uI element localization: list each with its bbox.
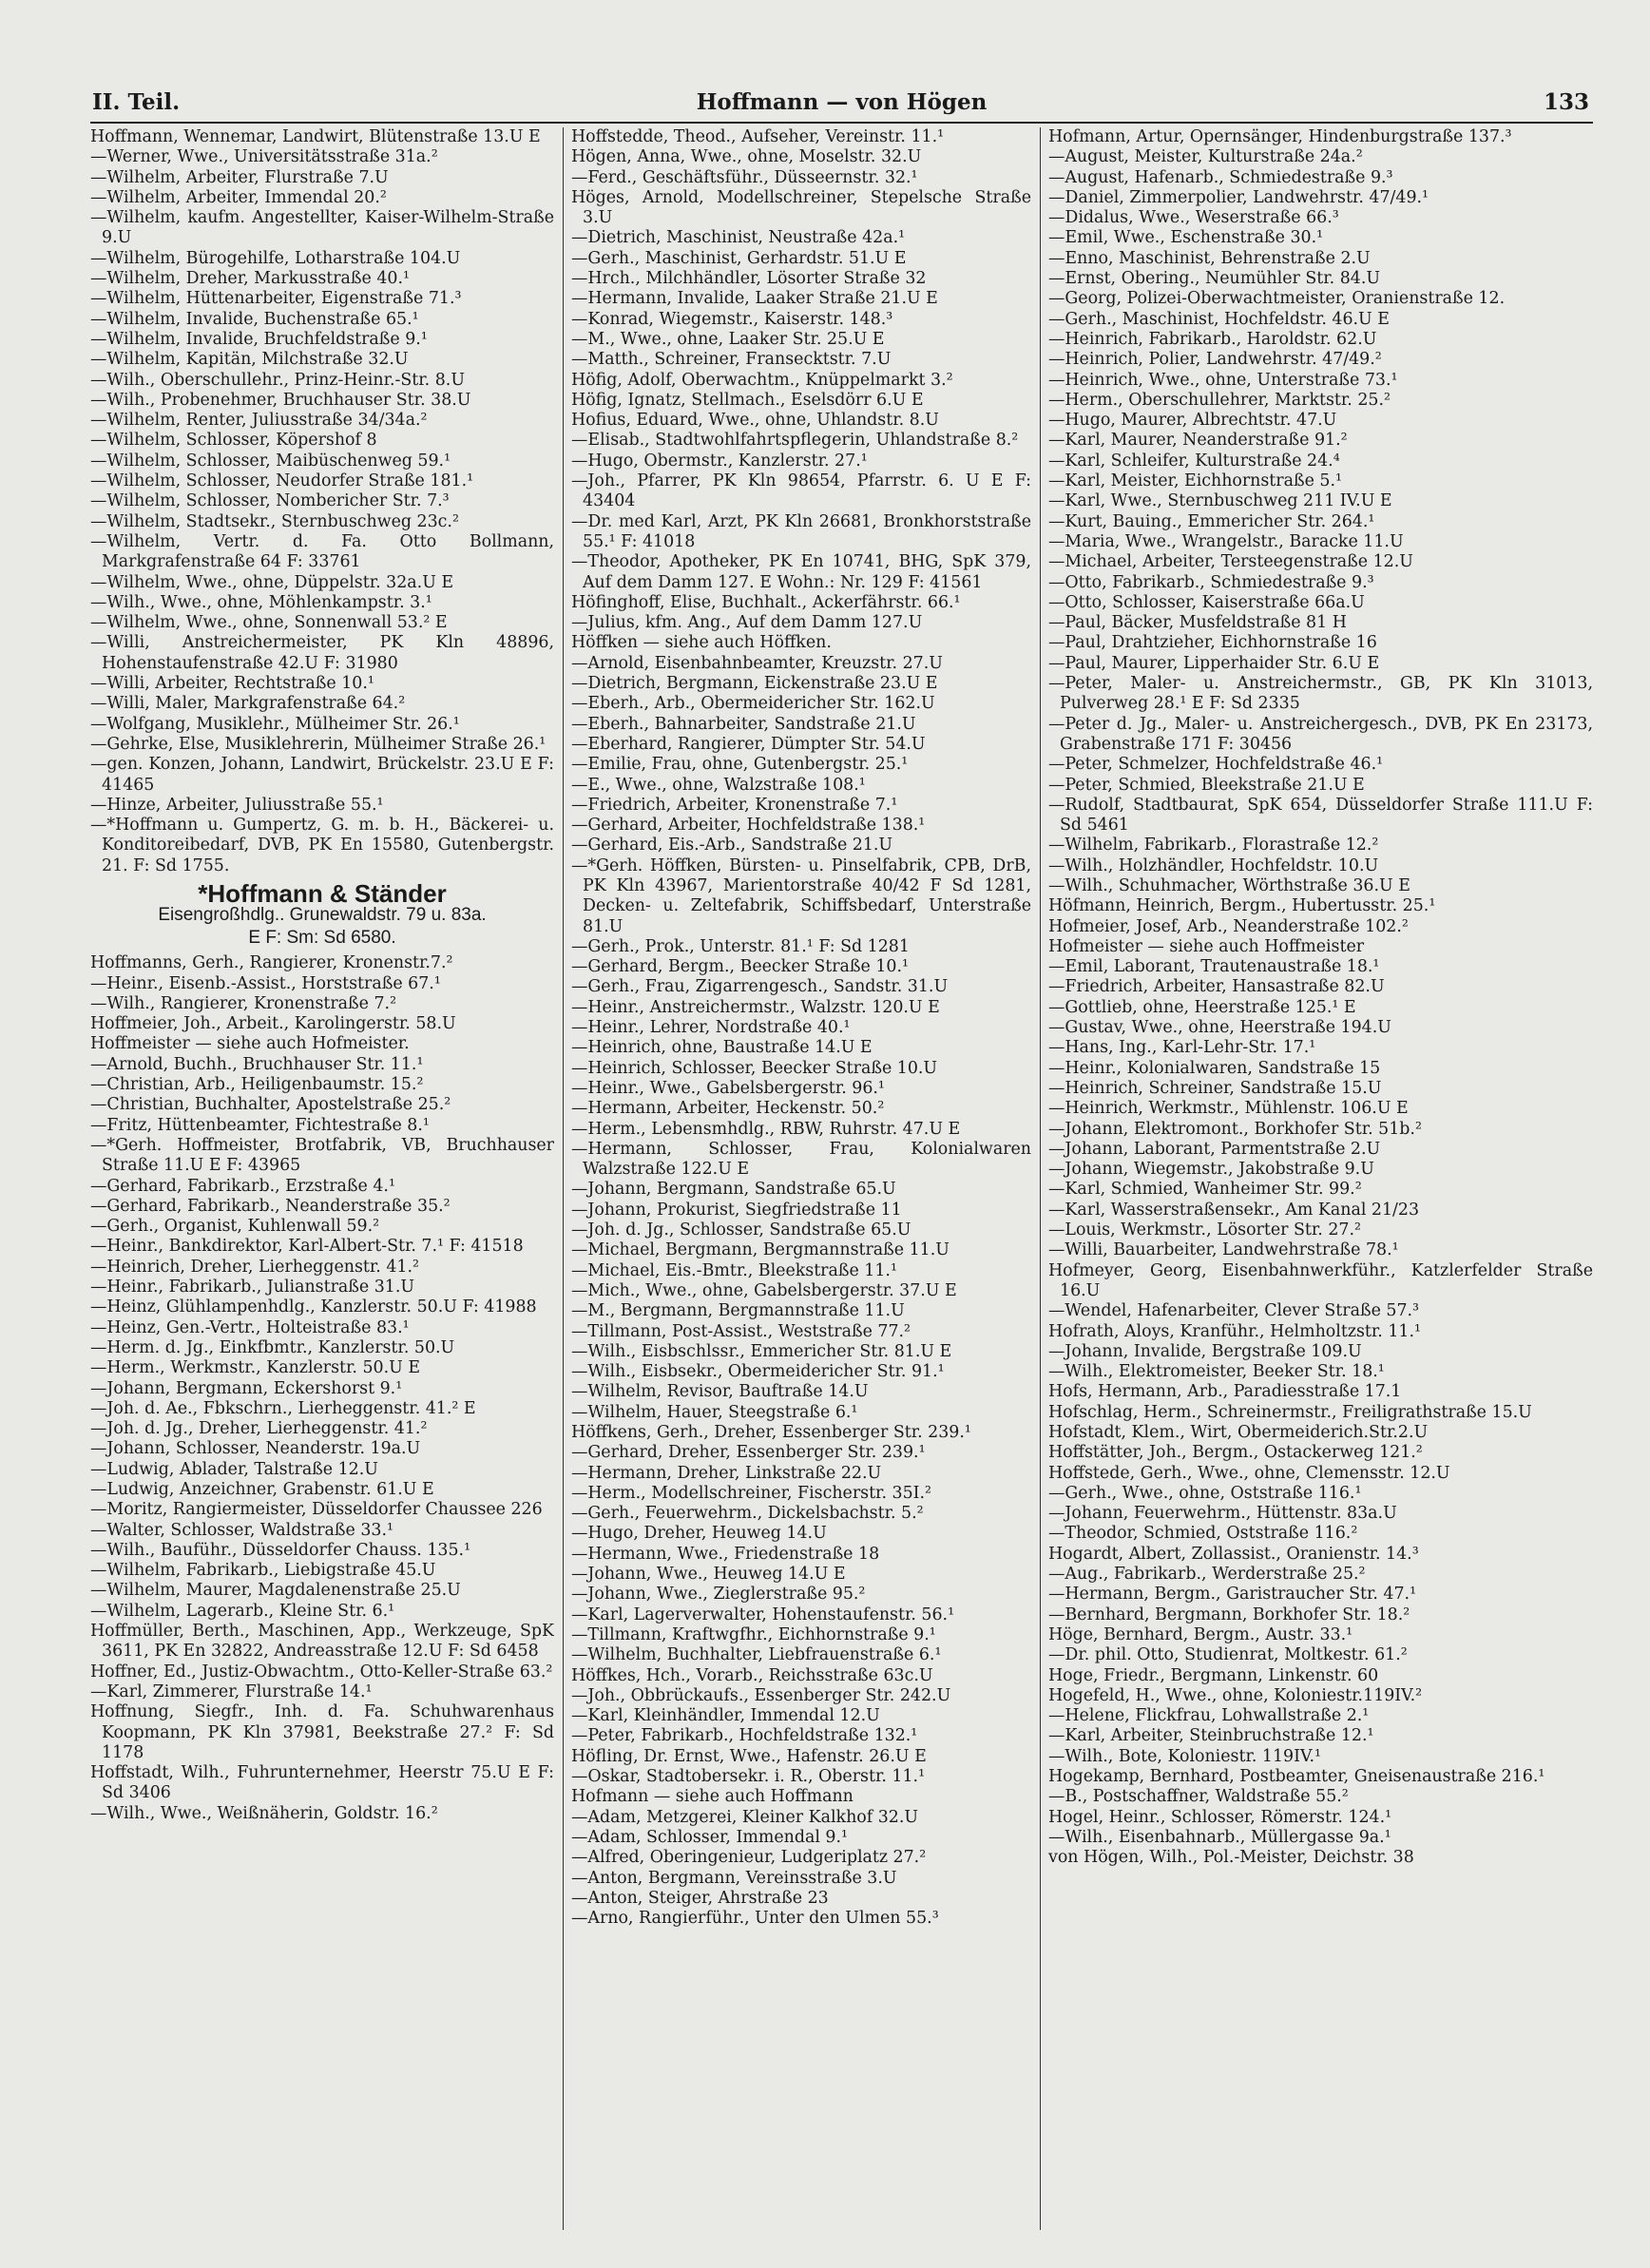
directory-entry: Hoffstadt, Wilh., Fuhrunternehmer, Heerstr 75.U E F: Sd 3406 — [90, 1763, 554, 1803]
directory-entry: —Adam, Metzgerei, Kleiner Kalkhof 32.U — [571, 1807, 919, 1827]
directory-entry: Höge, Bernhard, Bergm., Austr. 33.¹ — [1048, 1624, 1353, 1644]
directory-entry: Hofmann — siehe auch Hoffmann — [571, 1787, 854, 1807]
directory-entry: —Dr. med Karl, Arzt, PK Kln 26681, Bronkhorststraße 55.¹ F: 41018 — [571, 511, 1031, 551]
directory-entry: —Enno, Maschinist, Behrenstraße 2.U — [1048, 248, 1371, 268]
directory-entry: —Heinrich, Polier, Landwehrstr. 47/49.² — [1048, 350, 1382, 370]
directory-entry: —Heinr., Kolonialwaren, Sandstraße 15 — [1048, 1058, 1381, 1078]
directory-entry: Höfinghoff, Elise, Buchhalt., Ackerfährstr. 66.¹ — [571, 592, 961, 612]
directory-entry: Höfling, Dr. Ernst, Wwe., Hafenstr. 26.U E — [571, 1746, 927, 1766]
directory-entry: —Gerh., Wwe., ohne, Oststraße 116.¹ — [1048, 1483, 1362, 1503]
directory-entry: Hofmann, Artur, Opernsänger, Hindenburgstraße 137.³ — [1048, 127, 1512, 146]
directory-entry: Höges, Arnold, Modellschreiner, Stepelsche Straße 3.U — [571, 187, 1031, 228]
directory-entry: —Wolfgang, Musiklehr., Mülheimer Str. 26.¹ — [90, 714, 460, 734]
directory-entry: —Karl, Schleifer, Kulturstraße 24.⁴ — [1048, 451, 1340, 471]
directory-entry: Höfmann, Heinrich, Bergm., Hubertusstr. 25.¹ — [1048, 896, 1436, 916]
directory-entry: Hofmeier, Josef, Arb., Neanderstraße 102.² — [1048, 916, 1409, 936]
directory-entry: —Heinr., Anstreichermstr., Walzstr. 120.U E — [571, 997, 940, 1017]
directory-entry: —Wilh., Probenehmer, Bruchhauser Str. 38.U — [90, 390, 471, 410]
featured-title: *Hoffmann & Ständer — [198, 878, 447, 908]
directory-entry: —Wilhelm, Vertr. d. Fa. Otto Bollmann, Markgrafenstraße 64 F: 33761 — [90, 531, 554, 572]
directory-entry: —Wilh., Wwe., ohne, Möhlenkampstr. 3.¹ — [90, 592, 432, 612]
directory-entry: —Hermann, Invalide, Laaker Straße 21.U E — [571, 289, 938, 309]
directory-entry: —Heinrich, Werkmstr., Mühlenstr. 106.U E — [1048, 1099, 1409, 1119]
directory-entry: —Michael, Arbeiter, Tersteegenstraße 12.U — [1048, 552, 1413, 572]
directory-entry: Hogekamp, Bernhard, Postbeamter, Gneisenaustraße 216.¹ — [1048, 1767, 1545, 1787]
directory-entry: —Gerh., Organist, Kuhlenwall 59.² — [90, 1217, 380, 1237]
directory-entry: —Emilie, Frau, ohne, Gutenbergstr. 25.¹ — [571, 755, 909, 775]
directory-entry: Hofmeister — siehe auch Hoffmeister — [1048, 936, 1365, 956]
directory-entry: —Wilhelm, Lagerarb., Kleine Str. 6.¹ — [90, 1601, 395, 1621]
directory-entry: —Karl, Lagerverwalter, Hohenstaufenstr. 56.¹ — [571, 1605, 955, 1624]
directory-entry: Hoge, Friedr., Bergmann, Linkenstr. 60 — [1048, 1665, 1379, 1685]
directory-entry: Hoffstedde, Theod., Aufseher, Vereinstr. 11.¹ — [571, 127, 945, 146]
directory-entry: —Didalus, Wwe., Weserstraße 66.³ — [1048, 208, 1339, 228]
directory-entry: —Heinrich, Fabrikarb., Haroldstr. 62.U — [1048, 329, 1377, 349]
directory-entry: —Gerhard, Bergm., Beecker Straße 10.¹ — [571, 957, 909, 977]
page-header — [90, 87, 1593, 124]
directory-entry: —Peter, Schmied, Bleekstraße 21.U E — [1048, 775, 1365, 795]
directory-entry: —Johann, Bergmann, Sandstraße 65.U — [571, 1180, 896, 1200]
directory-entry: Hofstadt, Klem., Wirt, Obermeiderich.Str.2.U — [1048, 1423, 1429, 1442]
featured-advertisement — [90, 878, 554, 950]
directory-entry: —Gerhard, Fabrikarb., Neanderstraße 35.² — [90, 1196, 451, 1216]
directory-entry: —Willi, Anstreichermeister, PK Kln 48896, Hohenstaufenstraße 42.U F: 31980 — [90, 633, 554, 673]
directory-entry: —Gerhard, Dreher, Essenberger Str. 239.¹ — [571, 1443, 926, 1463]
directory-entry: —Wilhelm, Wwe., ohne, Düppelstr. 32a.U E — [90, 572, 454, 592]
directory-entry: —Willi, Maler, Markgrafenstraße 64.² — [90, 694, 406, 714]
directory-entry: —Herm., Modellschreiner, Fischerstr. 35I.² — [571, 1483, 932, 1503]
featured-line-2: E F: Sm: Sd 6580. — [248, 928, 396, 949]
directory-entry: Höfig, Adolf, Oberwachtm., Knüppelmarkt 3.² — [571, 370, 953, 390]
directory-entry: —Emil, Laborant, Trautenaustraße 18.¹ — [1048, 957, 1380, 977]
directory-entry: —Karl, Zimmerer, Flurstraße 14.¹ — [90, 1682, 373, 1701]
directory-entry: —Hermann, Bergm., Garistraucher Str. 47.¹ — [1048, 1585, 1417, 1605]
directory-entry: —Johann, Schlosser, Neanderstr. 19a.U — [90, 1439, 421, 1459]
directory-entry: —Wilh., Elektromeister, Beeker Str. 18.¹ — [1048, 1362, 1385, 1382]
directory-entry: —Joh. d. Jg., Dreher, Lierheggenstr. 41.² — [90, 1419, 428, 1439]
directory-entry: —Werner, Wwe., Universitätsstraße 31a.² — [90, 147, 438, 167]
directory-entry: —Heinrich, Wwe., ohne, Unterstraße 73.¹ — [1048, 370, 1398, 390]
directory-entry: —Wilh., Eisbsekr., Obermeidericher Str. 91.¹ — [571, 1362, 945, 1382]
directory-entry: —Heinr., Fabrikarb., Julianstraße 31.U — [90, 1278, 415, 1297]
directory-entry: —Hugo, Dreher, Heuweg 14.U — [571, 1524, 827, 1544]
directory-entry: —Johann, Feuerwehrm., Hüttenstr. 83a.U — [1048, 1504, 1397, 1524]
directory-entry: Höfig, Ignatz, Stellmach., Eselsdörr 6.U E — [571, 390, 924, 410]
directory-entry: Hoffmanns, Gerh., Rangierer, Kronenstr.7.² — [90, 953, 453, 973]
directory-entry: —Heinrich, Schlosser, Beecker Straße 10.U — [571, 1058, 938, 1078]
directory-entry: —Fritz, Hüttenbeamter, Fichtestraße 8.¹ — [90, 1115, 430, 1135]
directory-entry: —Eberhard, Rangierer, Dümpter Str. 54.U — [571, 734, 926, 754]
directory-entry: —Joh. d. Ae., Fbkschrn., Lierheggenstr. 41.² E — [90, 1398, 476, 1418]
directory-entry: —Alfred, Oberingenieur, Ludgeriplatz 27.² — [571, 1848, 927, 1868]
directory-entry: —Wilhelm, kaufm. Angestellter, Kaiser-Wilhelm-Straße 9.U — [90, 208, 554, 248]
directory-entry: Hoffmeister — siehe auch Hofmeister. — [90, 1034, 410, 1054]
directory-entry: —Heinrich, Dreher, Lierheggenstr. 41.² — [90, 1257, 419, 1277]
directory-entry: —Matth., Schreiner, Fransecktstr. 7.U — [571, 350, 892, 370]
directory-entry: —Willi, Bauarbeiter, Landwehrstraße 78.¹ — [1048, 1240, 1399, 1260]
directory-entry: —Wilhelm, Kapitän, Milchstraße 32.U — [90, 350, 409, 370]
directory-entry: —Wilh., Schuhmacher, Wörthstraße 36.U E — [1048, 875, 1410, 895]
directory-entry: —Heinr., Bankdirektor, Karl-Albert-Str. 7.¹ F: 41518 — [90, 1237, 524, 1257]
directory-entry: —Ludwig, Ablader, Talstraße 12.U — [90, 1459, 378, 1479]
directory-entry: von Högen, Wilh., Pol.-Meister, Deichstr. 38 — [1048, 1848, 1414, 1868]
directory-entry: —Hermann, Wwe., Friedenstraße 18 — [571, 1544, 880, 1564]
directory-entry: —Gerhard, Fabrikarb., Erzstraße 4.¹ — [90, 1176, 395, 1196]
directory-entry: —Wilhelm, Invalide, Buchenstraße 65.¹ — [90, 309, 419, 329]
directory-entry: —Heinr., Lehrer, Nordstraße 40.¹ — [571, 1018, 851, 1038]
directory-entry: —Wilh., Holzhändler, Hochfeldstr. 10.U — [1048, 855, 1379, 875]
directory-entry: —Peter, Fabrikarb., Hochfeldstraße 132.¹ — [571, 1726, 918, 1746]
directory-entry: —Paul, Drahtzieher, Eichhornstraße 16 — [1048, 633, 1377, 653]
directory-entry: —Wilhelm, Arbeiter, Immendal 20.² — [90, 187, 387, 207]
directory-entry: —Hans, Ing., Karl-Lehr-Str. 17.¹ — [1048, 1038, 1316, 1058]
directory-entry: —Gerh., Frau, Zigarrengesch., Sandstr. 31.U — [571, 977, 949, 997]
directory-entry: —Wilhelm, Fabrikarb., Florastraße 12.² — [1048, 836, 1379, 855]
directory-entry: —Wilhelm, Schlosser, Maibüschenweg 59.¹ — [90, 451, 451, 471]
directory-entry: —Friedrich, Arbeiter, Kronenstraße 7.¹ — [571, 795, 898, 815]
directory-entry: —Gottlieb, ohne, Heerstraße 125.¹ E — [1048, 997, 1356, 1017]
directory-entry: —Paul, Maurer, Lipperhaider Str. 6.U E — [1048, 653, 1380, 673]
column-2 — [563, 127, 1031, 2230]
directory-entry: Hogefeld, H., Wwe., ohne, Koloniestr.119IV.² — [1048, 1685, 1423, 1705]
directory-entry: —Wilh., Eisenbahnarb., Müllergasse 9a.¹ — [1048, 1827, 1391, 1847]
directory-entry: —Herm., Oberschullehrer, Marktstr. 25.² — [1048, 390, 1391, 410]
directory-entry: —Joh. d. Jg., Schlosser, Sandstraße 65.U — [571, 1220, 911, 1240]
directory-entry: Hofmeyer, Georg, Eisenbahnwerkführ., Katzlerfelder Straße 16.U — [1048, 1260, 1593, 1300]
directory-entry: Höffkens, Gerh., Dreher, Essenberger Str. 239.¹ — [571, 1423, 971, 1442]
directory-entry: —August, Meister, Kulturstraße 24a.² — [1048, 147, 1363, 167]
directory-entry: Höffkes, Hch., Vorarb., Reichsstraße 63c.U — [571, 1665, 933, 1685]
directory-entry: —Wilh., Wwe., Weißnäherin, Goldstr. 16.² — [90, 1803, 438, 1823]
directory-entry: —Hermann, Dreher, Linkstraße 22.U — [571, 1463, 882, 1483]
directory-entry: Hofius, Eduard, Wwe., ohne, Uhlandstr. 8.U — [571, 411, 939, 431]
directory-entry: —Johann, Wwe., Heuweg 14.U E — [571, 1565, 846, 1585]
directory-entry: —Helene, Flickfrau, Lohwallstraße 2.¹ — [1048, 1706, 1370, 1726]
directory-entry: —Karl, Arbeiter, Steinbruchstraße 12.¹ — [1048, 1726, 1374, 1746]
directory-entry: —Dietrich, Maschinist, Neustraße 42a.¹ — [571, 228, 906, 248]
directory-entry: —Louis, Werkmstr., Lösorter Str. 27.² — [1048, 1220, 1361, 1240]
directory-entry: —Hermann, Schlosser, Frau, Kolonialwaren Walzstraße 122.U E — [571, 1139, 1031, 1180]
directory-entry: —Johann, Wwe., Zieglerstraße 95.² — [571, 1585, 866, 1605]
directory-entry: —Wilhelm, Buchhalter, Liebfrauenstraße 6.¹ — [571, 1645, 942, 1665]
directory-entry: —Heinr., Eisenb.-Assist., Horststraße 67.¹ — [90, 973, 441, 993]
directory-entry: Hogardt, Albert, Zollassist., Oranienstr. 14.³ — [1048, 1544, 1419, 1564]
directory-entry: —Daniel, Zimmerpolier, Landwehrstr. 47/49.¹ — [1048, 187, 1429, 207]
directory-entry: —E., Wwe., ohne, Walzstraße 108.¹ — [571, 775, 866, 795]
directory-entry: —Karl, Maurer, Neanderstraße 91.² — [1048, 431, 1348, 451]
directory-entry: —Wilh., Eisbschlssr., Emmericher Str. 81.U E — [571, 1341, 952, 1361]
directory-entry: —B., Postschaffner, Waldstraße 55.² — [1048, 1787, 1349, 1807]
directory-entry: —Wilh., Bauführ., Düsseldorfer Chauss. 135.¹ — [90, 1540, 471, 1560]
directory-entry: —Wilhelm, Revisor, Bauftraße 14.U — [571, 1382, 869, 1402]
directory-entry: —Johann, Elektromont., Borkhofer Str. 51b.² — [1048, 1119, 1422, 1139]
directory-entry: —Wilh., Rangierer, Kronenstraße 7.² — [90, 993, 397, 1013]
directory-entry: —Arnold, Eisenbahnbeamter, Kreuzstr. 27.U — [571, 653, 943, 673]
directory-entry: Hofs, Hermann, Arb., Paradiesstraße 17.1 — [1048, 1382, 1402, 1402]
directory-entry: —Heinz, Gen.-Vertr., Holteistraße 83.¹ — [90, 1317, 410, 1337]
directory-entry: —Karl, Meister, Eichhornstraße 5.¹ — [1048, 471, 1342, 491]
directory-entry: —Adam, Schlosser, Immendal 9.¹ — [571, 1827, 848, 1847]
directory-entry: Hoffstede, Gerh., Wwe., ohne, Clemensstr. 12.U — [1048, 1463, 1450, 1483]
directory-entry: —Kurt, Bauing., Emmericher Str. 264.¹ — [1048, 511, 1375, 531]
directory-entry: —Wilhelm, Hüttenarbeiter, Eigenstraße 71.³ — [90, 289, 462, 309]
directory-entry: —Wilhelm, Bürogehilfe, Lotharstraße 104.U — [90, 248, 461, 268]
directory-entry: —Heinrich, ohne, Baustraße 14.U E — [571, 1038, 873, 1058]
directory-entry: —Ludwig, Anzeichner, Grabenstr. 61.U E — [90, 1480, 434, 1499]
directory-entry: —M., Wwe., ohne, Laaker Str. 25.U E — [571, 329, 885, 349]
directory-entry: —Georg, Polizei-Oberwachtmeister, Oranienstraße 12. — [1048, 289, 1506, 309]
directory-entry: —Peter d. Jg., Maler- u. Anstreichergesch., DVB, PK En 23173, Grabenstraße 171 F: 30456 — [1048, 714, 1593, 754]
directory-entry: —Gustav, Wwe., ohne, Heerstraße 194.U — [1048, 1018, 1391, 1038]
featured-line-1: Eisengroßhdlg.. Grunewaldstr. 79 u. 83a. — [158, 905, 487, 926]
directory-entry: Hogel, Heinr., Schlosser, Römerstr. 124.¹ — [1048, 1807, 1392, 1827]
directory-entry: —Arno, Rangierführ., Unter den Ulmen 55.³ — [571, 1909, 939, 1929]
directory-entry: —Heinz, Glühlampenhdlg., Kanzlerstr. 50.U F: 41988 — [90, 1297, 537, 1317]
directory-entry: —Peter, Schmelzer, Hochfeldstraße 46.¹ — [1048, 755, 1384, 775]
directory-entry: Höffken — siehe auch Höffken. — [571, 633, 832, 653]
directory-entry: —Bernhard, Bergmann, Borkhofer Str. 18.² — [1048, 1605, 1410, 1624]
directory-entry: —Tillmann, Post-Assist., Weststraße 77.² — [571, 1321, 911, 1341]
directory-entry: —Oskar, Stadtobersekr. i. R., Oberstr. 11.¹ — [571, 1767, 926, 1787]
directory-entry: —Dietrich, Bergmann, Eickenstraße 23.U E — [571, 674, 938, 694]
directory-entry: —Arnold, Buchh., Bruchhauser Str. 11.¹ — [90, 1054, 424, 1074]
directory-entry: —M., Bergmann, Bergmannstraße 11.U — [571, 1301, 905, 1321]
directory-entry: —Wilhelm, Hauer, Steegstraße 6.¹ — [571, 1402, 858, 1422]
directory-entry: —Gerhard, Arbeiter, Hochfeldstraße 138.¹ — [571, 816, 926, 836]
directory-entry: —Wilh., Oberschullehr., Prinz-Heinr.-Str. 8.U — [90, 370, 465, 390]
directory-entry: —Mich., Wwe., ohne, Gabelsbergerstr. 37.U E — [571, 1280, 957, 1300]
directory-entry: —*Gerh. Hoffmeister, Brotfabrik, VB, Bruchhauser Straße 11.U E F: 43965 — [90, 1135, 554, 1176]
directory-entry: —Wilhelm, Schlosser, Neudorfer Straße 181.¹ — [90, 471, 474, 491]
directory-entry: —Herm., Lebensmhdlg., RBW, Ruhrstr. 47.U E — [571, 1119, 961, 1139]
directory-entry: —Gerh., Prok., Unterstr. 81.¹ F: Sd 1281 — [571, 936, 910, 956]
directory-entry: —Hrch., Milchhändler, Lösorter Straße 32 — [571, 269, 927, 289]
directory-entry: —Dr. phil. Otto, Studienrat, Moltkestr. 61.² — [1048, 1645, 1408, 1665]
directory-entry: —Wilhelm, Schlosser, Köpershof 8 — [90, 431, 377, 451]
directory-entry: —Wilhelm, Wwe., ohne, Sonnenwall 53.² E — [90, 613, 448, 633]
directory-entry: —Friedrich, Arbeiter, Hansastraße 82.U — [1048, 977, 1385, 997]
directory-entry: —Wilhelm, Arbeiter, Flurstraße 7.U — [90, 167, 389, 187]
directory-entry: —Emil, Wwe., Eschenstraße 30.¹ — [1048, 228, 1324, 248]
directory-entry: —Wilh., Bote, Koloniestr. 119IV.¹ — [1048, 1746, 1321, 1766]
directory-entry: —Wilhelm, Invalide, Bruchfeldstraße 9.¹ — [90, 329, 428, 349]
directory-entry: Hoffmeier, Joh., Arbeit., Karolingerstr. 58.U — [90, 1014, 456, 1034]
directory-entry: Hoffner, Ed., Justiz-Obwachtm., Otto-Keller-Straße 63.² — [90, 1662, 553, 1682]
directory-entry: —Karl, Wasserstraßensekr., Am Kanal 21/23 — [1048, 1200, 1420, 1220]
running-title: Hoffmann — von Högen — [696, 89, 988, 115]
directory-entry: —Gerhard, Eis.-Arb., Sandstraße 21.U — [571, 836, 893, 855]
directory-entry: —Karl, Schmied, Wanheimer Str. 99.² — [1048, 1180, 1362, 1200]
directory-entry: —Eberh., Arb., Obermeidericher Str. 162.U — [571, 694, 935, 714]
column-1 — [90, 127, 554, 2230]
directory-entry: —Johann, Prokurist, Siegfriedstraße 11 — [571, 1200, 902, 1220]
directory-entry: —*Hoffmann u. Gumpertz, G. m. b. H., Bäckerei- u. Konditoreibedarf, DVB, PK En 15580, Gutenbergstr. 21. F: Sd 1755. — [90, 816, 554, 875]
directory-entry: —Johann, Bergmann, Eckershorst 9.¹ — [90, 1378, 403, 1398]
directory-entry: —Herm. d. Jg., Einkfbmtr., Kanzlerstr. 50.U — [90, 1337, 455, 1357]
directory-entry: —Otto, Schlosser, Kaiserstraße 66a.U — [1048, 592, 1365, 612]
columns — [90, 127, 1593, 2230]
directory-entry: —Gerh., Maschinist, Hochfeldstr. 46.U E — [1048, 309, 1390, 329]
directory-entry: —Michael, Bergmann, Bergmannstraße 11.U — [571, 1240, 950, 1260]
directory-entry: —August, Hafenarb., Schmiedestraße 9.³ — [1048, 167, 1393, 187]
directory-entry: —Christian, Arb., Heiligenbaumstr. 15.² — [90, 1075, 424, 1095]
directory-entry: —Joh., Pfarrer, PK Kln 98654, Pfarrstr. 6. U E F: 43404 — [571, 471, 1031, 511]
directory-entry: —Wilhelm, Schlosser, Nombericher Str. 7.³ — [90, 491, 450, 511]
directory-entry: —Konrad, Wiegemstr., Kaiserstr. 148.³ — [571, 309, 893, 329]
directory-entry: —Gehrke, Else, Musiklehrerin, Mülheimer Straße 26.¹ — [90, 734, 547, 754]
directory-entry: Hofrath, Aloys, Kranführ., Helmholtzstr. 11.¹ — [1048, 1321, 1421, 1341]
directory-entry: —Hermann, Arbeiter, Heckenstr. 50.² — [571, 1099, 885, 1119]
directory-entry: —Willi, Arbeiter, Rechtstraße 10.¹ — [90, 674, 374, 694]
directory-entry: —gen. Konzen, Johann, Landwirt, Brückelstr. 23.U E F: 41465 — [90, 755, 554, 795]
directory-entry: —Hugo, Maurer, Albrechtstr. 47.U — [1048, 411, 1337, 431]
directory-entry: —Hugo, Obermstr., Kanzlerstr. 27.¹ — [571, 451, 868, 471]
directory-entry: —Anton, Bergmann, Vereinsstraße 3.U — [571, 1868, 897, 1888]
directory-entry: —Anton, Steiger, Ahrstraße 23 — [571, 1888, 829, 1908]
directory-entry: —Aug., Fabrikarb., Werderstraße 25.² — [1048, 1565, 1366, 1585]
directory-entry: —Maria, Wwe., Wrangelstr., Baracke 11.U — [1048, 531, 1404, 551]
directory-entry: Högen, Anna, Wwe., ohne, Moselstr. 32.U — [571, 147, 922, 167]
directory-entry: —Gerh., Feuerwehrm., Dickelsbachstr. 5.² — [571, 1504, 924, 1524]
directory-entry: —Herm., Werkmstr., Kanzlerstr. 50.U E — [90, 1358, 421, 1378]
directory-entry: —Peter, Maler- u. Anstreichermstr., GB, PK Kln 31013, Pulverweg 28.¹ E F: Sd 2335 — [1048, 674, 1593, 714]
directory-entry: —Elisab., Stadtwohlfahrtspflegerin, Uhlandstraße 8.² — [571, 431, 1019, 451]
directory-entry: Hoffnung, Siegfr., Inh. d. Fa. Schuhwarenhaus Koopmann, PK Kln 37981, Beekstraße 27.² F: Sd 1178 — [90, 1702, 554, 1762]
directory-entry: —Wilhelm, Dreher, Markusstraße 40.¹ — [90, 269, 410, 289]
directory-entry: —Johann, Invalide, Bergstraße 109.U — [1048, 1341, 1362, 1361]
directory-entry: —Karl, Wwe., Sternbuschweg 211 IV.U E — [1048, 491, 1392, 511]
part-label: II. Teil. — [92, 89, 181, 115]
directory-entry: —Karl, Kleinhändler, Immendal 12.U — [571, 1706, 880, 1726]
directory-entry: —Rudolf, Stadtbaurat, SpK 654, Düsseldorfer Straße 111.U F: Sd 5461 — [1048, 795, 1593, 836]
directory-entry: —Walter, Schlosser, Waldstraße 33.¹ — [90, 1520, 393, 1540]
directory-entry: —Theodor, Schmied, Oststraße 116.² — [1048, 1524, 1358, 1544]
directory-entry: —Ernst, Obering., Neumühler Str. 84.U — [1048, 269, 1381, 289]
directory-entry: Hoffstätter, Joh., Bergm., Ostackerweg 121.² — [1048, 1443, 1423, 1463]
directory-entry: Hofschlag, Herm., Schreinermstr., Freiligrathstraße 15.U — [1048, 1402, 1532, 1422]
directory-entry: —Wilhelm, Maurer, Magdalenenstraße 25.U — [90, 1581, 461, 1601]
page-number: 133 — [1543, 89, 1589, 115]
directory-entry: —Johann, Wiegemstr., Jakobstraße 9.U — [1048, 1160, 1374, 1180]
directory-entry: Hoffmüller, Berth., Maschinen, App., Werkzeuge, SpK 3611, PK En 32822, Andreasstraße 12.U F: Sd 6458 — [90, 1622, 554, 1662]
directory-entry: —*Gerh. Höffken, Bürsten- u. Pinselfabrik, CPB, DrB, PK Kln 43967, Marientorstraße 40/42 F Sd 1281, Decken- u. Zeltefabrik, Schiffsbedarf, Unterstraße 81.U — [571, 855, 1031, 936]
directory-entry: —Heinr., Wwe., Gabelsbergerstr. 96.¹ — [571, 1078, 885, 1098]
directory-entry: —Gerh., Maschinist, Gerhardstr. 51.U E — [571, 248, 907, 268]
directory-entry: —Hinze, Arbeiter, Juliusstraße 55.¹ — [90, 795, 384, 815]
directory-entry: Hoffmann, Wennemar, Landwirt, Blütenstraße 13.U E — [90, 127, 541, 146]
directory-entry: —Wilhelm, Stadtsekr., Sternbuschweg 23c.² — [90, 511, 459, 531]
directory-entry: —Paul, Bäcker, Musfeldstraße 81 H — [1048, 613, 1347, 633]
directory-entry: —Wendel, Hafenarbeiter, Clever Straße 57.³ — [1048, 1301, 1420, 1321]
directory-entry: —Wilhelm, Renter, Juliusstraße 34/34a.² — [90, 411, 428, 431]
directory-entry: —Joh., Obbrückaufs., Essenberger Str. 242.U — [571, 1685, 951, 1705]
column-3 — [1040, 127, 1593, 2230]
directory-entry: —Johann, Laborant, Parmentstraße 2.U — [1048, 1139, 1381, 1159]
directory-entry: —Eberh., Bahnarbeiter, Sandstraße 21.U — [571, 714, 916, 734]
directory-entry: —Otto, Fabrikarb., Schmiedestraße 9.³ — [1048, 572, 1374, 592]
directory-entry: —Moritz, Rangiermeister, Düsseldorfer Chaussee 226 — [90, 1500, 543, 1520]
directory-entry: —Tillmann, Kraftwgfhr., Eichhornstraße 9.¹ — [571, 1624, 936, 1644]
directory-entry: —Theodor, Apotheker, PK En 10741, BHG, SpK 379, Auf dem Damm 127. E Wohn.: Nr. 129 F: 41561 — [571, 552, 1031, 592]
directory-entry: —Ferd., Geschäftsführ., Düsseernstr. 32.¹ — [571, 167, 918, 187]
directory-entry: —Michael, Eis.-Bmtr., Bleekstraße 11.¹ — [571, 1260, 897, 1280]
directory-entry: —Christian, Buchhalter, Apostelstraße 25.² — [90, 1095, 451, 1115]
directory-entry: —Wilhelm, Fabrikarb., Liebigstraße 45.U — [90, 1561, 436, 1581]
directory-entry: —Julius, kfm. Ang., Auf dem Damm 127.U — [571, 613, 923, 633]
directory-entry: —Heinrich, Schreiner, Sandstraße 15.U — [1048, 1078, 1382, 1098]
